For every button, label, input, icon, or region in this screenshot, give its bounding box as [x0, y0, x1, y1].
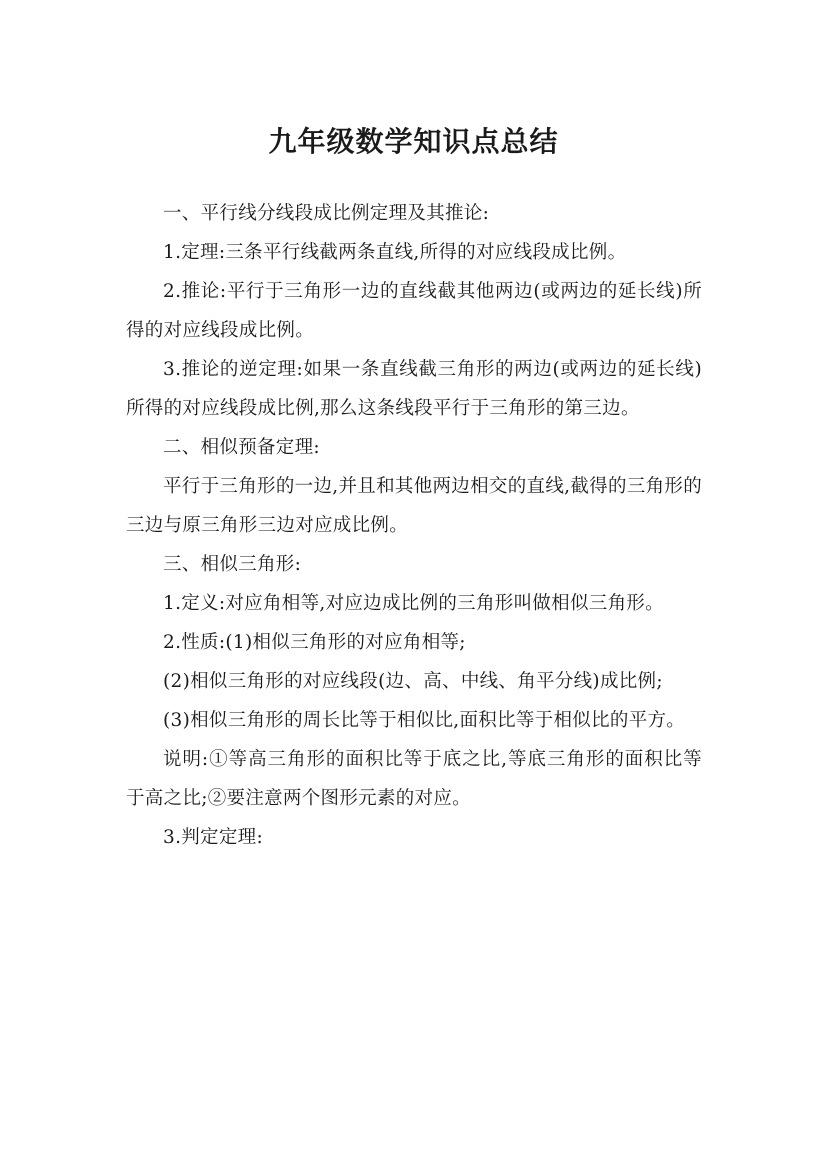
paragraph-theorem: 1.定理:三条平行线截两条直线,所得的对应线段成比例。 — [163, 242, 627, 263]
paragraph-corollary: 2.推论:平行于三角形一边的直线截其他两边(或两边的延长线)所得的对应线段成比例。 — [126, 281, 702, 341]
paragraph-similarity-preliminary: 平行于三角形的一边,并且和其他两边相交的直线,截得的三角形的三边与原三角形三边对应成比例。 — [126, 476, 702, 536]
document-body — [126, 194, 702, 857]
paragraph-criteria-heading: 3.判定定理: — [163, 827, 263, 848]
section-heading-similar-triangles: 三、相似三角形: — [163, 554, 302, 575]
section-heading-parallel-lines: 一、平行线分线段成比例定理及其推论: — [163, 203, 490, 224]
paragraph-property-2: (2)相似三角形的对应线段(边、高、中线、角平分线)成比例; — [163, 671, 663, 692]
paragraph-property-1: 2.性质:(1)相似三角形的对应角相等; — [163, 632, 466, 653]
paragraph-property-3: (3)相似三角形的周长比等于相似比,面积比等于相似比的平方。 — [163, 710, 686, 731]
paragraph-converse-corollary: 3.推论的逆定理:如果一条直线截三角形的两边(或两边的延长线)所得的对应线段成比例,那么这条线段平行于三角形的第三边。 — [126, 359, 702, 419]
paragraph-definition: 1.定义:对应角相等,对应边成比例的三角形叫做相似三角形。 — [163, 593, 664, 614]
paragraph-note: 说明:①等高三角形的面积比等于底之比,等底三角形的面积比等于高之比;②要注意两个图形元素的对应。 — [126, 749, 702, 809]
page-title: 九年级数学知识点总结 — [268, 124, 559, 158]
section-heading-similarity-preliminary: 二、相似预备定理: — [163, 437, 320, 458]
